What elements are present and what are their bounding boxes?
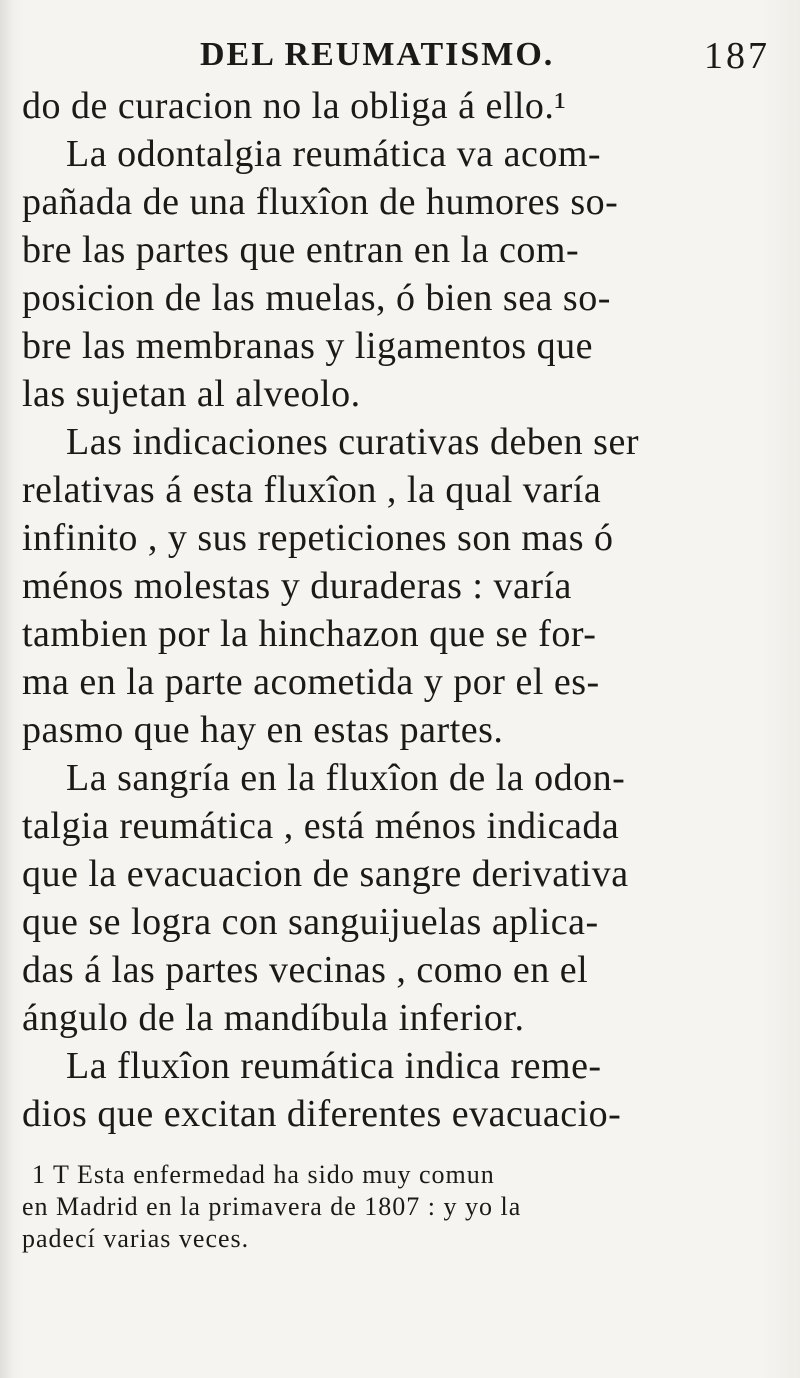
running-title: DEL REUMATISMO. [200,36,555,73]
text-line: ángulo de la mandíbula inferior. [22,997,525,1039]
footnote-line: en Madrid en la primavera de 1807 : y yo la [22,1192,522,1221]
text-line: La fluxîon reumática indica reme- [66,1045,602,1087]
text-line: das á las partes vecinas , como en el [22,949,589,991]
text-line: La odontalgia reumática va acom- [66,133,602,175]
text-line: que se logra con sanguijuelas aplica- [22,901,599,943]
text-line: bre las partes que entran en la com- [22,229,580,271]
text-line: dios que excitan diferentes evacuacio- [22,1093,622,1135]
page-header [200,30,770,80]
footnote-line: padecí varias veces. [22,1224,250,1253]
text-line: talgia reumática , está ménos indicada [22,805,620,847]
text-line: do de curacion no la obliga á ello.¹ [22,85,567,127]
text-line: ménos molestas y duraderas : varía [22,565,572,607]
text-line: infinito , y sus repeticiones son mas ó [22,517,614,559]
text-line: relativas á esta fluxîon , la qual varía [22,469,602,511]
text-line: posicion de las muelas, ó bien sea so- [22,277,611,319]
text-line: pañada de una fluxîon de humores so- [22,181,619,223]
text-line: Las indicaciones curativas deben ser [66,421,639,463]
text-line: bre las membranas y ligamentos que [22,325,594,367]
gutter-shadow [0,0,14,1378]
text-line: que la evacuacion de sangre derivativa [22,853,629,895]
footnote-line: 1 T Esta enfermedad ha sido muy comun [32,1160,495,1189]
text-line: las sujetan al alveolo. [22,373,361,415]
text-line: La sangría en la fluxîon de la odon- [66,757,626,799]
text-line: pasmo que hay en estas partes. [22,709,504,751]
page-number: 187 [704,35,770,77]
text-line: ma en la parte acometida y por el es- [22,661,600,703]
text-line: tambien por la hinchazon que se for- [22,613,597,655]
